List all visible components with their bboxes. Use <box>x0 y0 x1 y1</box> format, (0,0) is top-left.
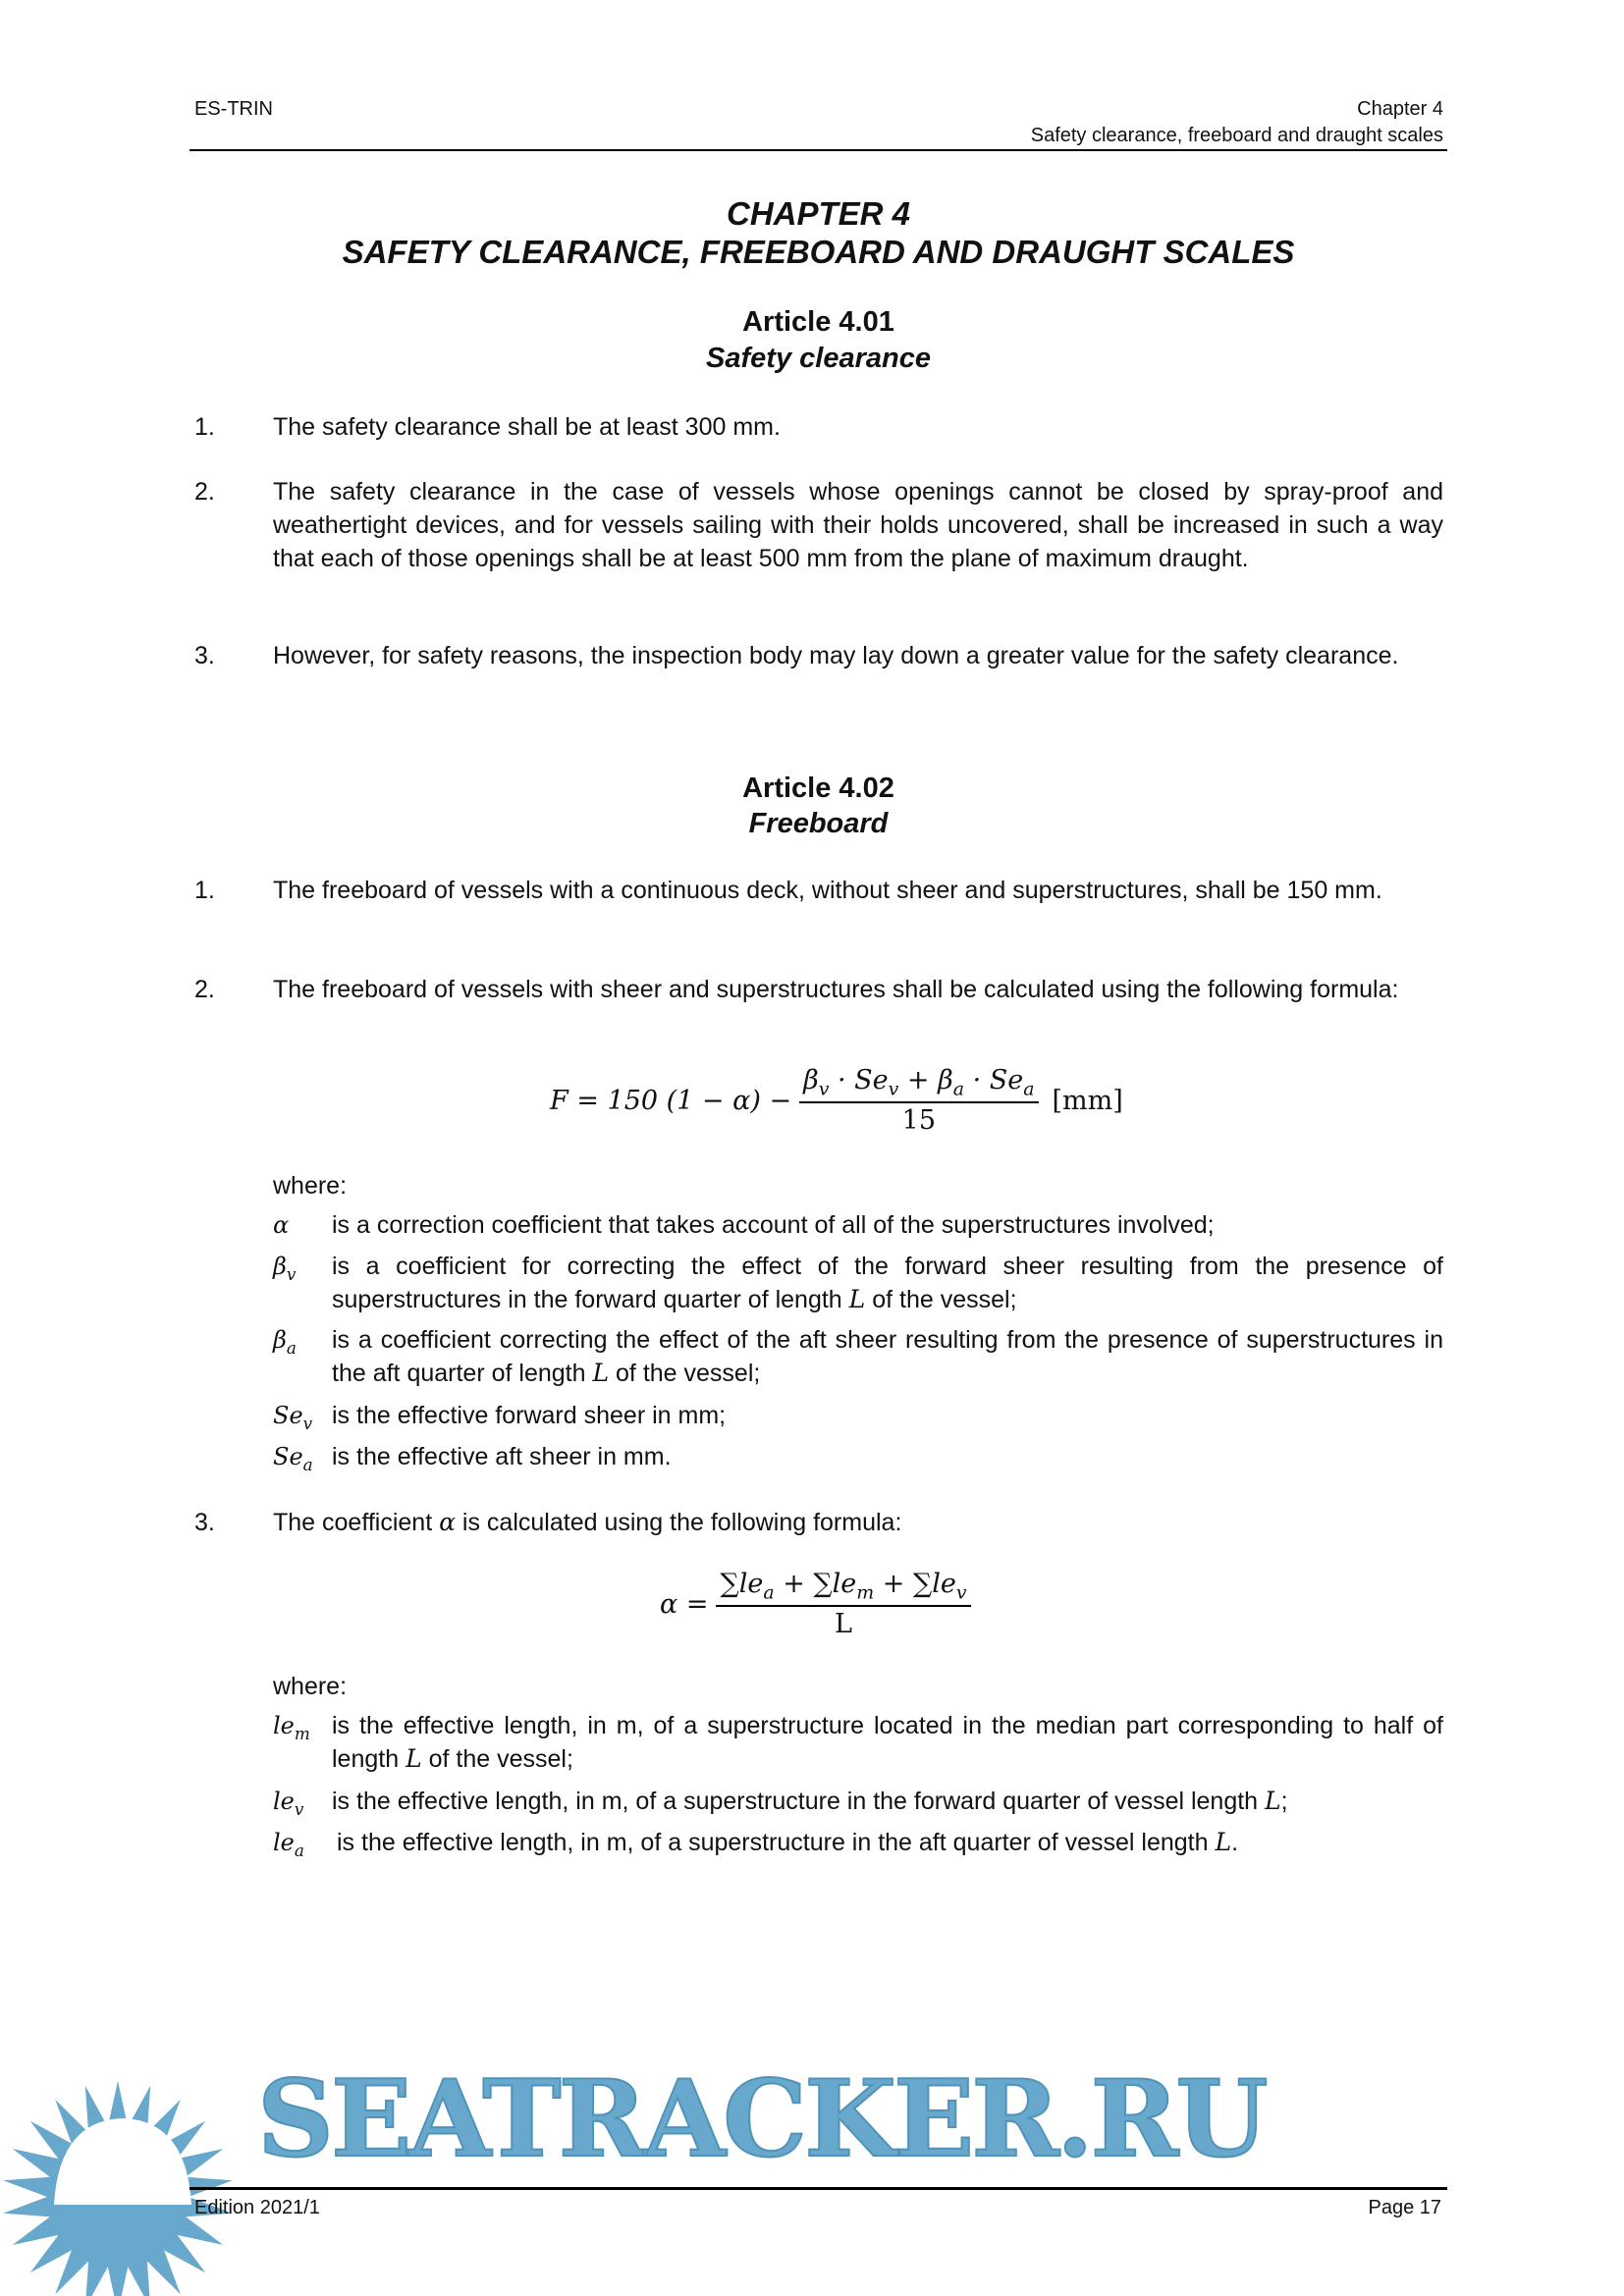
definition-text: is the effective length, in m, of a superstructure in the aft quarter of vessel length L. <box>337 1828 1239 1856</box>
sun-logo-icon <box>0 2071 245 2296</box>
header-chapter: Chapter 4 <box>1357 98 1443 120</box>
item-text: The freeboard of vessels with a continuous deck, without sheer and superstructures, shall be 150 mm. <box>273 877 1382 904</box>
formula-numerator: $\beta_v \cdot Se_v + \beta_a \cdot Se_a$ <box>799 1065 1038 1103</box>
formula-denominator: L <box>835 1609 852 1640</box>
item-text: The coefficient α is calculated using the following formula: <box>273 1508 902 1536</box>
symbol-se-v: $Se_v$ <box>273 1402 313 1433</box>
footer-page-number: Page 17 <box>1368 2197 1441 2218</box>
item-number: 2. <box>194 478 215 506</box>
item-number: 3. <box>194 1509 215 1536</box>
definition-text: is a coefficient for correcting the effect of the forward sheer resulting from the presence of superstructures in the forward quarter of length L of the vessel; <box>332 1253 1443 1313</box>
formula-lhs: F = 150 (1 − α) − <box>550 1085 792 1116</box>
symbol-beta-v: $\beta_v$ <box>273 1253 297 1284</box>
symbol-alpha: α <box>273 1211 290 1239</box>
where-label: where: <box>273 1172 348 1200</box>
footer-rule <box>189 2187 1447 2190</box>
definition-text: is the effective length, in m, of a superstructure in the forward quarter of vessel length L; <box>332 1787 1288 1815</box>
footer-edition: Edition 2021/1 <box>194 2197 320 2218</box>
definition-text: is the effective forward sheer in mm; <box>332 1402 727 1429</box>
formula-fraction <box>799 1065 1038 1136</box>
formula-fraction <box>716 1569 970 1639</box>
article-4-01-title: Safety clearance <box>706 343 931 374</box>
where-label: where: <box>273 1673 348 1700</box>
symbol-se-a: $Se_a$ <box>273 1443 313 1474</box>
symbol-le-a: $le_a$ <box>273 1829 304 1860</box>
definition-text: is the effective length, in m, of a superstructure located in the median part corresponding to half of length L of the vessel; <box>332 1712 1443 1773</box>
definition-text: is a coefficient correcting the effect of the aft sheer resulting from the presence of superstructures in the aft quarter of length L of the vessel; <box>332 1326 1443 1387</box>
symbol-le-m: $le_m$ <box>273 1712 310 1743</box>
item-text: However, for safety reasons, the inspection body may lay down a greater value for the safety clearance. <box>273 642 1399 669</box>
item-number: 1. <box>194 413 215 441</box>
item-text: The freeboard of vessels with sheer and superstructures shall be calculated using the following formula: <box>273 976 1399 1003</box>
header-doc-id: ES-TRIN <box>194 98 273 120</box>
article-4-02-number: Article 4.02 <box>742 773 894 804</box>
watermark-text: SEATRACKER.RU <box>257 2057 1266 2181</box>
formula-denominator: 15 <box>901 1105 936 1137</box>
item-number: 1. <box>194 877 215 904</box>
definition-text: is a correction coefficient that takes account of all of the superstructures involved; <box>332 1211 1215 1239</box>
chapter-title: CHAPTER 4 <box>726 195 911 232</box>
article-4-02-title: Freeboard <box>748 808 889 839</box>
item-number: 3. <box>194 642 215 669</box>
header-rule <box>189 149 1447 151</box>
header-chapter-title: Safety clearance, freeboard and draught scales <box>1030 125 1443 146</box>
article-4-01-number: Article 4.01 <box>742 306 894 338</box>
formula-lhs: α = <box>660 1588 709 1620</box>
symbol-le-v: $le_v$ <box>273 1788 304 1819</box>
chapter-subtitle: SAFETY CLEARANCE, FREEBOARD AND DRAUGHT SCALES <box>342 234 1295 270</box>
item-number: 2. <box>194 976 215 1003</box>
formula-numerator: $\sum le_a + \sum le_m + \sum le_v$ <box>716 1569 970 1607</box>
freeboard-formula <box>550 1065 1123 1136</box>
item-text: The safety clearance shall be at least 300 mm. <box>273 413 781 441</box>
symbol-beta-a: $\beta_a$ <box>273 1326 297 1358</box>
alpha-formula <box>660 1569 979 1639</box>
definition-text: is the effective aft sheer in mm. <box>332 1443 672 1470</box>
formula-unit: [mm] <box>1052 1085 1123 1116</box>
item-text: The safety clearance in the case of vessels whose openings cannot be closed by spray-proof and weathertight devices, and for vessels sailing with their holds uncovered, shall be increased in such a way that each of those openings shall be at least 500 mm from the plane of maximum draught. <box>273 478 1443 572</box>
